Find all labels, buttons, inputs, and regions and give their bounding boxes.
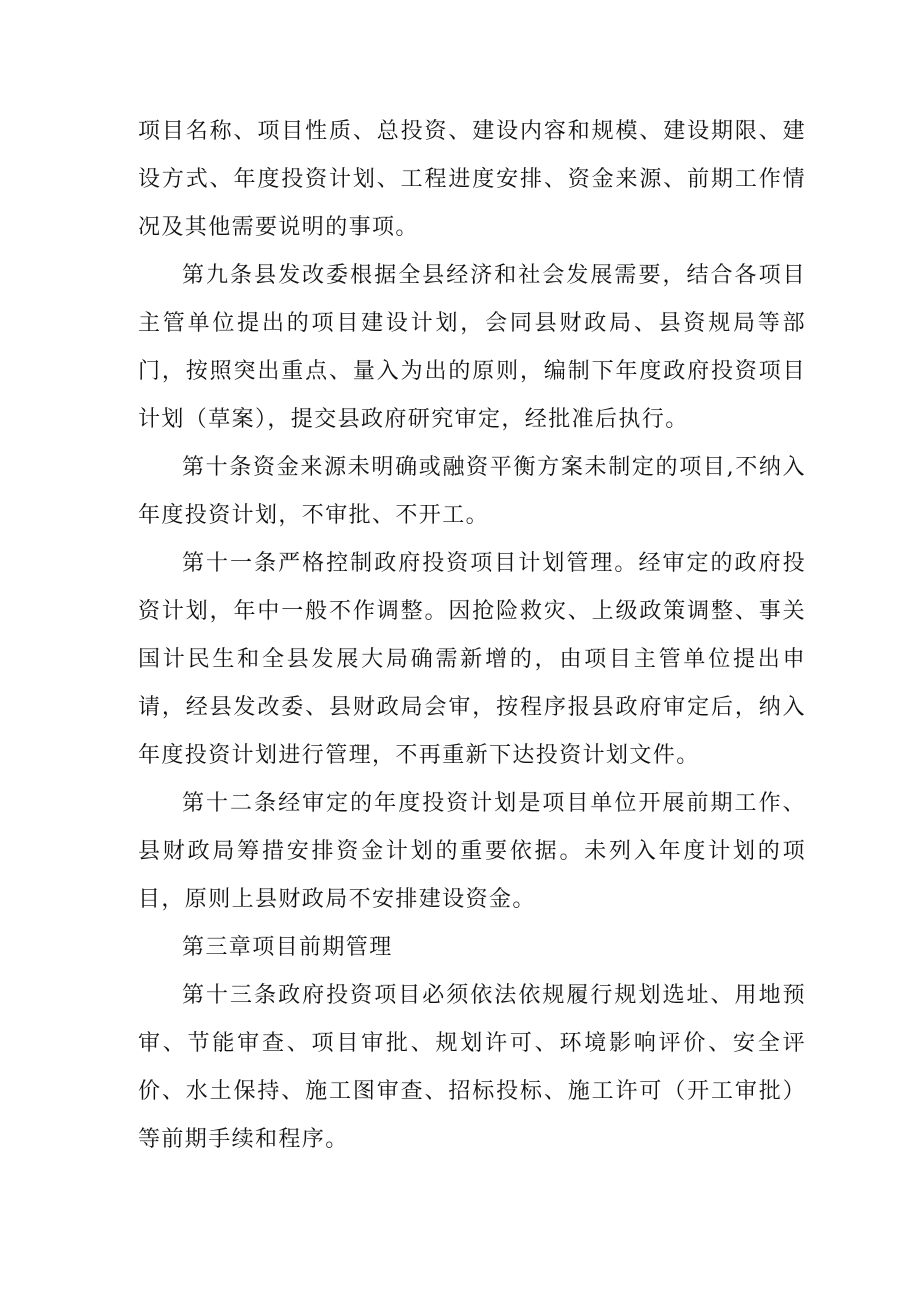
chapter-heading: 第三章项目前期管理 <box>182 935 393 960</box>
paragraph-article-10: 第十条资金来源未明确或融资平衡方案未制定的项目,不纳入年度投资计划，不审批、不开工。 <box>138 455 806 528</box>
paragraph-article-9: 第九条县发改委根据全县经济和社会发展需要，结合各项目主管单位提出的项目建设计划，会同县财政局、县资规局等部门，按照突出重点、量入为出的原则，编制下年度政府投资项目计划（草案），提交县政府研究审定，经批准后执行。 <box>138 263 806 432</box>
paragraph-article-12: 第十二条经审定的年度投资计划是项目单位开展前期工作、县财政局筹措安排资金计划的重要依据。未列入年度计划的项目，原则上县财政局不安排建设资金。 <box>138 791 806 912</box>
paragraph-article-11: 第十一条严格控制政府投资项目计划管理。经审定的政府投资计划，年中一般不作调整。因抢险救灾、上级政策调整、事关国计民生和全县发展大局确需新增的，由项目主管单位提出申请，经县发改委、县财政局会审，按程序报县政府审定后，纳入年度投资计划进行管理，不再重新下达投资计划文件。 <box>138 551 806 768</box>
document-page <box>138 108 806 1164</box>
paragraph-continued-project-items: 项目名称、项目性质、总投资、建设内容和规模、建设期限、建设方式、年度投资计划、工程进度安排、资金来源、前期工作情况及其他需要说明的事项。 <box>138 119 806 240</box>
paragraph-article-13: 第十三条政府投资项目必须依法依规履行规划选址、用地预审、节能审查、项目审批、规划许可、环境影响评价、安全评价、水土保持、施工图审查、招标投标、施工许可（开工审批）等前期手续和程序。 <box>138 983 806 1152</box>
